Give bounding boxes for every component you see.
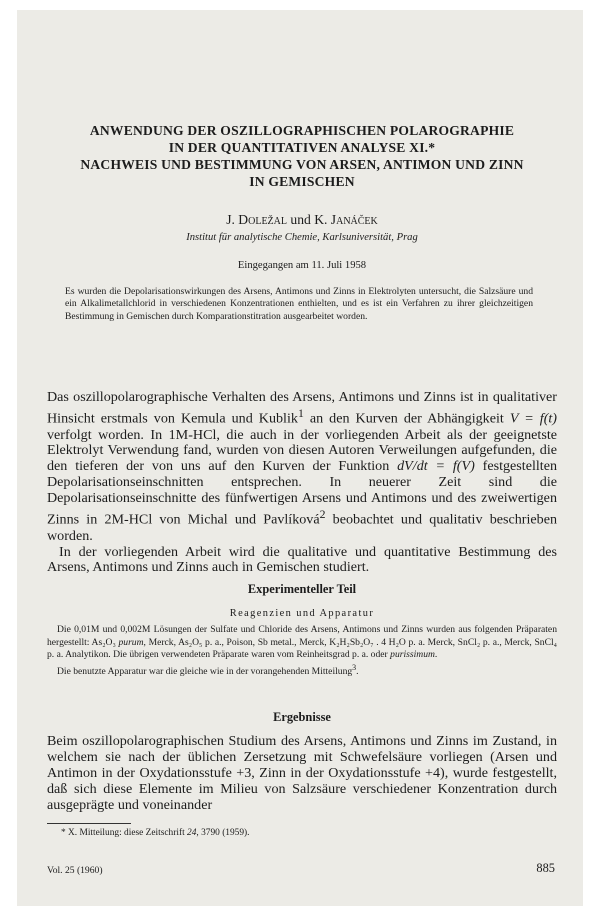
author-line xyxy=(47,212,557,228)
experimental-text xyxy=(47,624,557,679)
intro-text-a: Das oszillopolarographische Verhalten des Arsens, Antimons und Zinns ist in qualitativer Hinsicht erstmals von Kemula und Kublik xyxy=(47,389,557,427)
experimental-heading: Experimenteller Teil xyxy=(247,582,357,596)
formula-2: dV/dt = f(V) xyxy=(397,458,475,475)
formula-1: V = f(t) xyxy=(509,410,558,427)
exp-text-e: . xyxy=(356,665,359,677)
exp-text-d: Die benutzte Apparatur war die gleiche wie in der vorangehenden Mitteilung xyxy=(57,665,353,677)
journal-volume: Vol. 25 (1960) xyxy=(47,865,103,876)
exp-text-c: . xyxy=(434,649,438,661)
title-line-2: IN DER QUANTITATIVEN ANALYSE XI.* xyxy=(168,140,436,155)
author-connector: und xyxy=(287,212,315,227)
received-date: Eingegangen am 11. Juli 1958 xyxy=(237,260,367,271)
intro-paragraph-2: In der vorliegenden Arbeit wird die qualitative und quantitative Bestimmung des Arsens, Antimons und Zinns auch in Gemischen studiert. xyxy=(47,543,557,576)
footnote-volume: 24 xyxy=(187,828,197,838)
results-text xyxy=(47,734,557,814)
footnote-text-a: * X. Mitteilung: diese Zeitschrift xyxy=(61,828,188,838)
intro-text-e: beobachtet und qualitativ beschrieben worden. xyxy=(47,511,557,544)
footnote xyxy=(61,828,571,838)
title-line-1: ANWENDUNG DER OSZILLOGRAPHISCHEN POLAROGRAPHIE xyxy=(89,123,515,138)
experimental-paragraph-1 xyxy=(47,624,557,662)
footnote-ref-3: 3 xyxy=(352,662,357,672)
exp-italic-1: purum xyxy=(118,636,144,648)
footnote-text-b: , 3790 (1959). xyxy=(196,828,250,838)
intro-text-c: verfolgt worden. In 1M-HCl, die auch in der vorliegenden Arbeit als der geeignetste Elektrolyt Verwendung fand, wurden von diesen Autoren Verweilungen aufgefunden, die den tieferen der von uns auf den Kurven der Funktion xyxy=(47,426,557,475)
author-2: K. Janáček xyxy=(314,212,378,227)
experimental-paragraph-2 xyxy=(47,662,557,679)
results-paragraph-1: Beim oszillopolarographischen Studium des Arsens, Antimons und Zinns im Zustand, in welchem sie nach der üblichen Zersetzung mit Schwefelsäure vorliegen (Arsen und Antimon in der Oxydationsstufe +3, Zinn in der Oxydationsstufe +4), wurde festgestellt, daß sich diese Elemente im Milieu von Salzsäure verschiedener Konzentration durch ausgeprägte und voneinander xyxy=(47,733,557,813)
footnote-ref-2: 2 xyxy=(319,508,326,522)
article-title xyxy=(47,122,557,190)
exp-italic-2: purissimum xyxy=(390,649,435,661)
abstract: Es wurden die Depolarisationswirkungen des Arsens, Antimons und Zinns in Elektrolyten untersucht, die Salzsäure und ein Alkalimetallchlorid in verschiedenen Konzentrationen enthielten, und es ist ein Verfahren zu ihrer gleichzeitigen Bestimmung in Gemischen durch Komparationstitration ausgearbeitet worden. xyxy=(65,286,533,322)
results-heading: Ergebnisse xyxy=(273,710,331,724)
page-number: 885 xyxy=(536,861,555,875)
intro-text-b: an den Kurven der Abhängigkeit xyxy=(303,410,510,427)
author-1: J. Doležal xyxy=(226,212,287,227)
exp-text-b: , Merck, As₂O₅ p. a., Poison, Sb metal., Merck, K₂H₂Sb₂O₇ . 4 H₂O p. a. Merck, SnCl₂ p. a., Merck, SnCl₄ p. a. Analytikon. Die übrigen verwendeten Präparate waren vom Reinheitsgrad p. a. oder xyxy=(47,636,557,661)
footnote-ref-1: 1 xyxy=(297,406,304,420)
journal-page xyxy=(17,10,583,906)
intro-text-d: festgestellten Depolarisationseinschnitten entsprechen. In neuerer Zeit sind die Depolarisationseinschnitte des fünfwertigen Arsens und Antimons und des zweiwertigen Zinns in 2M-HCl von Michal und Pavlíková xyxy=(47,458,558,528)
title-line-4: IN GEMISCHEN xyxy=(249,174,355,189)
introduction xyxy=(47,390,557,576)
footnote-divider xyxy=(47,823,131,824)
institute: Institut für analytische Chemie, Karlsuniversität, Prag xyxy=(186,232,418,243)
title-line-3: NACHWEIS UND BESTIMMUNG VON ARSEN, ANTIMON UND ZINN xyxy=(80,157,524,172)
experimental-subheading: Reagenzien und Apparatur xyxy=(229,608,375,619)
exp-text-a: Die 0,01M und 0,002M Lösungen der Sulfate und Chloride des Arsens, Antimons und Zinns wurden aus folgenden Präparaten hergestellt: As₂O₃ xyxy=(47,624,557,648)
intro-paragraph-1 xyxy=(47,390,557,545)
